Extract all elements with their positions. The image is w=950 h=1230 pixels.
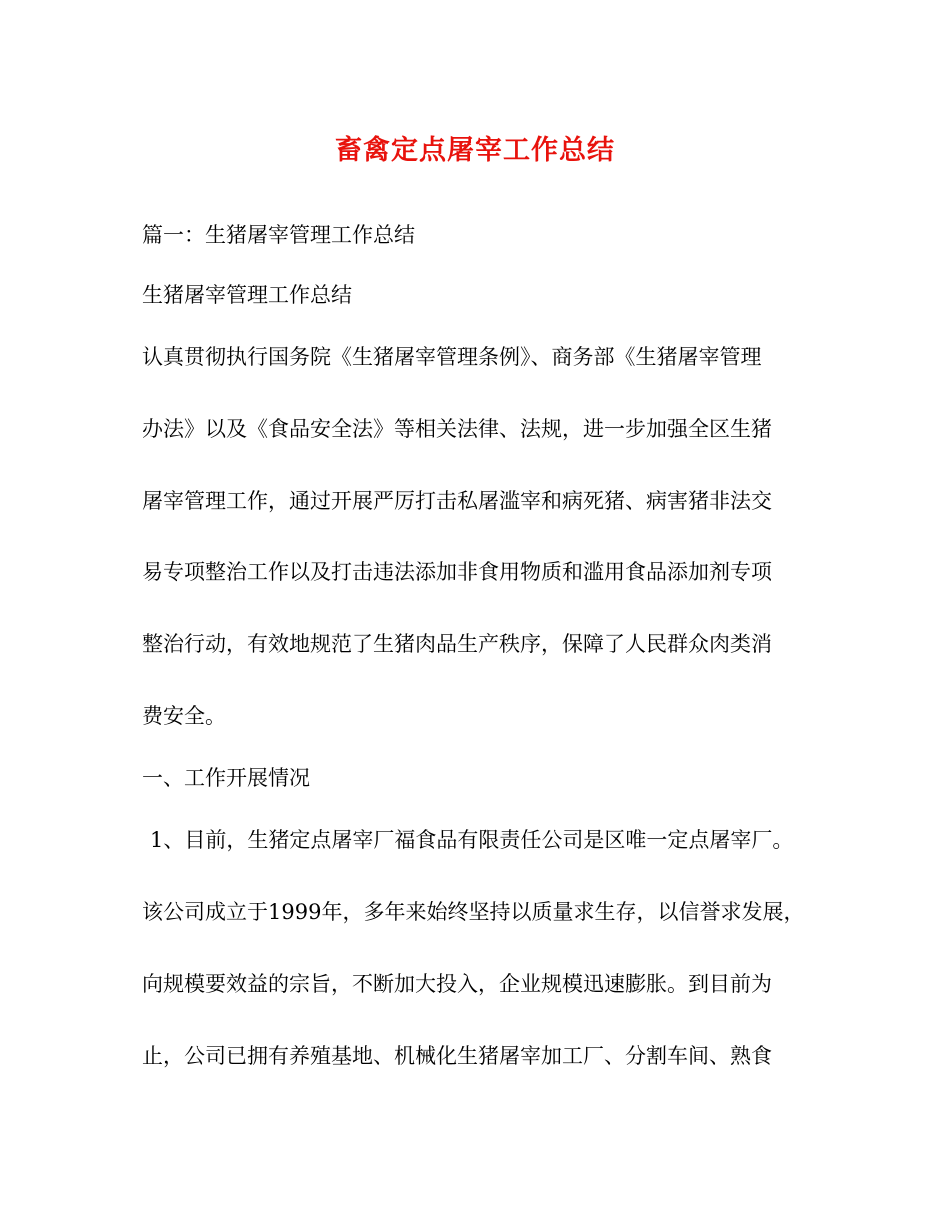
paragraph-line: 止，公司已拥有养殖基地、机械化生猪屠宰加工厂、分割车间、熟食	[142, 1044, 772, 1068]
paragraph-line: 易专项整治工作以及打击违法添加非食用物质和滥用食品添加剂专项	[142, 560, 772, 584]
paragraph-line: 整治行动，有效地规范了生猪肉品生产秩序，保障了人民群众肉类消	[142, 632, 772, 656]
section-heading-work-progress: 一、工作开展情况	[142, 766, 310, 790]
paragraph-line: 屠宰管理工作，通过开展严厉打击私屠滥宰和病死猪、病害猪非法交	[142, 489, 772, 513]
paragraph-line: 认真贯彻执行国务院《生猪屠宰管理条例》、商务部《生猪屠宰管理	[142, 345, 762, 369]
document-title: 畜禽定点屠宰工作总结	[335, 135, 615, 166]
paragraph-line: 向规模要效益的宗旨，不断加大投入，企业规模迅速膨胀。到目前为	[142, 972, 772, 996]
paragraph-line: 1、目前，生猪定点屠宰厂福食品有限责任公司是区唯一定点屠宰厂。	[150, 828, 794, 852]
section-heading-part-one: 篇一：生猪屠宰管理工作总结	[142, 223, 415, 247]
paragraph-line: 该公司成立于1999年，多年来始终坚持以质量求生存，以信誉求发展，	[142, 900, 805, 924]
paragraph-line: 费安全。	[142, 704, 226, 728]
section-subtitle: 生猪屠宰管理工作总结	[142, 283, 352, 307]
paragraph-line: 办法》以及《食品安全法》等相关法律、法规，进一步加强全区生猪	[142, 417, 772, 441]
